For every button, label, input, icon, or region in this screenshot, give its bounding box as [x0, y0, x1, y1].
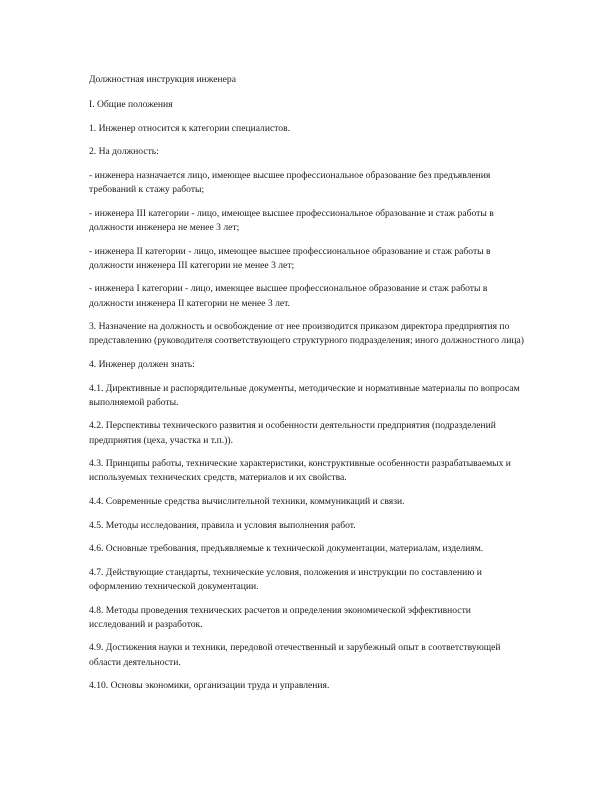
paragraph: 4.8. Методы проведения технических расчетов и определения экономической эффективности исследований и разработок.	[89, 604, 471, 630]
paragraph: 4.3. Принципы работы, технические характеристики, конструктивные особенности разрабатываемых и используемых технических средств, материалов и их свойства.	[89, 458, 511, 484]
paragraph: - инженера назначается лицо, имеющее высшее профессиональное образование без предъявления требований к стажу работы;	[89, 169, 491, 196]
paragraph: 2. На должность:	[89, 146, 159, 158]
section-heading: I. Общие положения	[89, 99, 173, 111]
paragraph: 3. Назначение на должность и освобождение от нее производится приказом директора предприятия по представлению (руководителя соответствующего структурного подразделения; иного должностного лица)	[89, 321, 524, 347]
paragraph: 1. Инженер относится к категории специалистов.	[89, 122, 291, 134]
paragraph: 4.6. Основные требования, предъявляемые к технической документации, материалам, изделиям.	[89, 543, 484, 555]
paragraph: 4.2. Перспективы технического развития и особенности деятельности предприятия (подразделений предприятия (цеха, участка и т.п.)).	[89, 420, 496, 446]
document-page	[89, 73, 529, 703]
paragraph: - инженера II категории - лицо, имеющее высшее профессиональное образование и стаж работы в должности инженера III категории не менее 3 лет;	[89, 245, 491, 271]
paragraph: 4.10. Основы экономики, организации труда и управления.	[89, 680, 330, 692]
paragraph: 4.5. Методы исследования, правила и условия выполнения работ.	[89, 519, 356, 531]
document-title: Должностная инструкция инженера	[89, 74, 236, 85]
paragraph: - инженера I категории - лицо, имеющее высшее профессиональное образование и стаж работы в должности инженера II категории не менее 3 лет.	[89, 283, 488, 309]
paragraph: 4.7. Действующие стандарты, технические условия, положения и инструкции по составлению и оформлению технической документации.	[89, 566, 482, 592]
paragraph: - инженера III категории - лицо, имеющее высшее профессиональное образование и стаж работы в должности инженера не менее 3 лет;	[89, 207, 494, 233]
paragraph: 4.4. Современные средства вычислительной техники, коммуникаций и связи.	[89, 495, 405, 507]
paragraph: 4.1. Директивные и распорядительные документы, методические и нормативные материалы по вопросам выполняемой работы.	[89, 382, 520, 408]
paragraph: 4.9. Достижения науки и техники, передовой отечественный и зарубежный опыт в соответствующей области деятельности.	[89, 642, 501, 668]
paragraph: 4. Инженер должен знать:	[89, 358, 195, 370]
